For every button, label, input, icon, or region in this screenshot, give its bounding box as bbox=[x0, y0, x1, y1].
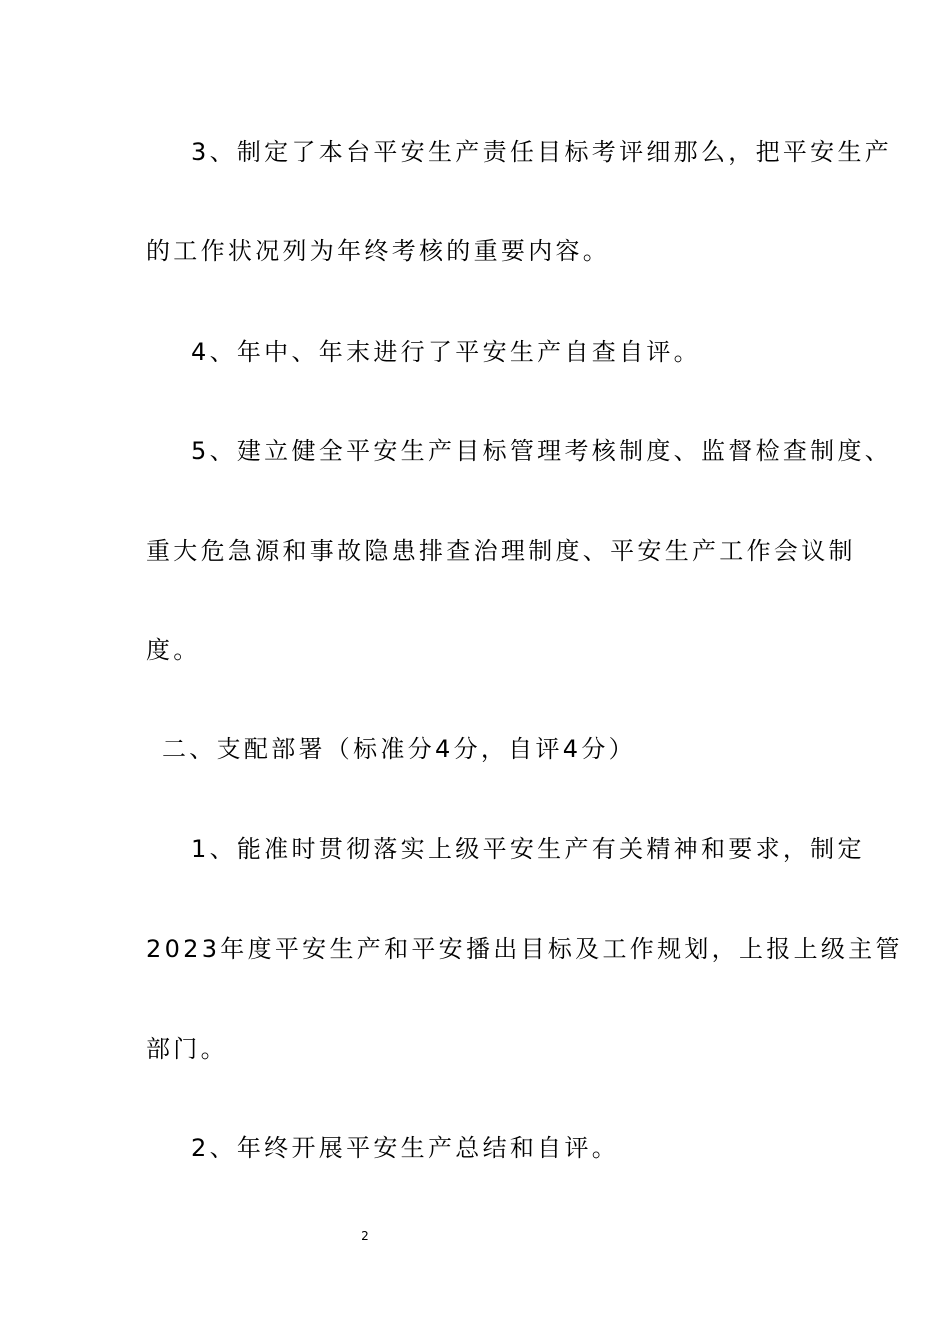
paragraph-5-line-2: 2023年度平安生产和平安播出目标及工作规划，上报上级主管 bbox=[146, 935, 903, 963]
paragraph-3-line-1: 5、建立健全平安生产目标管理考核制度、监督检查制度、 bbox=[191, 437, 893, 465]
paragraph-1-line-2: 的工作状况列为年终考核的重要内容。 bbox=[146, 237, 611, 265]
paragraph-3-line-3: 度。 bbox=[146, 636, 201, 664]
section-heading: 二、支配部署（标准分4分，自评4分） bbox=[162, 735, 636, 763]
paragraph-5-line-3: 部门。 bbox=[146, 1035, 228, 1063]
paragraph-1-line-1: 3、制定了本台平安生产责任目标考评细那么，把平安生产 bbox=[191, 138, 893, 166]
page-number: 2 bbox=[361, 1229, 369, 1243]
paragraph-5-line-1: 1、能准时贯彻落实上级平安生产有关精神和要求，制定 bbox=[191, 835, 865, 863]
paragraph-2-line-1: 4、年中、年末进行了平安生产自查自评。 bbox=[191, 338, 701, 366]
paragraph-6-line-1: 2、年终开展平安生产总结和自评。 bbox=[191, 1134, 620, 1162]
paragraph-3-line-2: 重大危急源和事故隐患排查治理制度、平安生产工作会议制 bbox=[146, 537, 856, 565]
